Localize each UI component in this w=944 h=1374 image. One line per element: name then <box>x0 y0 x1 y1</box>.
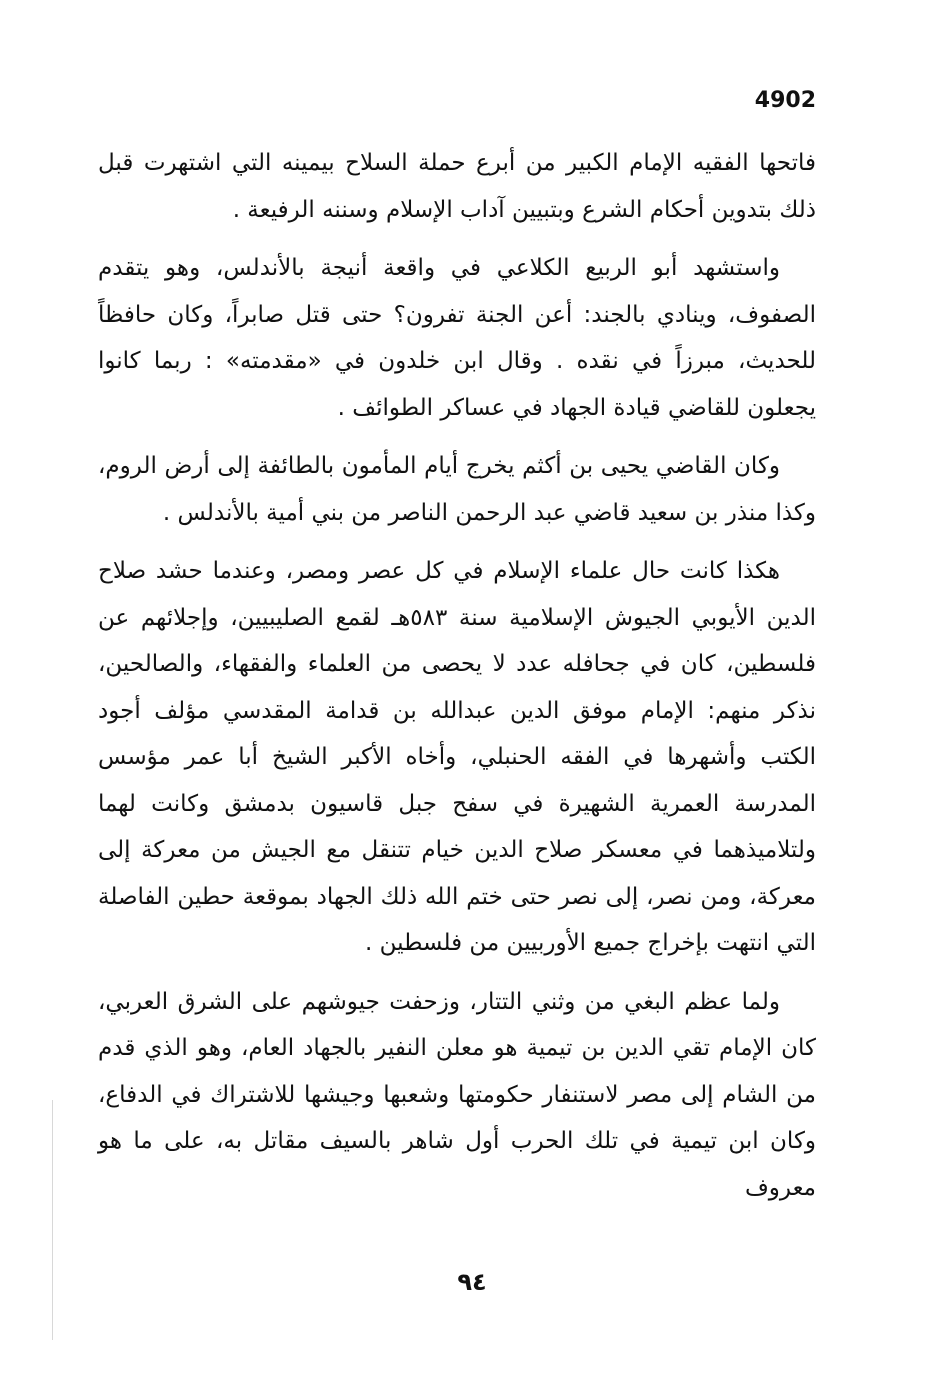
page-number: ٩٤ <box>457 1268 487 1296</box>
paragraph: واستشهد أبو الربيع الكلاعي في واقعة أنيجة بالأندلس، وهو يتقدم الصفوف، وينادي بالجند: أعن الجنة تفرون؟ حتى قتل صابراً، وكان حافظاً للحديث، مبرزاً في نقده . وقال ابن خلدون في «مقدمته» : ربما كانوا يجعلون للقاضي قيادة الجهاد في عساكر الطوائف . <box>98 255 816 421</box>
page-id: 4902 <box>754 88 816 113</box>
body-text <box>98 140 816 1223</box>
scan-edge-line <box>52 1100 53 1340</box>
paragraph: ولما عظم البغي من وثني التتار، وزحفت جيوشهم على الشرق العربي، كان الإمام تقي الدين بن تيمية هو معلن النفير بالجهاد العام، وهو الذي قدم من الشام إلى مصر لاستنفار حكومتها وشعبها وجيشها للاشتراك في الدفاع، وكان ابن تيمية في تلك الحرب أول شاهر بالسيف مقاتل به، على ما هو معروف <box>98 988 816 1201</box>
paragraph: هكذا كانت حال علماء الإسلام في كل عصر ومصر، وعندما حشد صلاح الدين الأيوبي الجيوش الإسلامية سنة ٥٨٣هـ لقمع الصليبيين، وإجلائهم عن فلسطين، كان في جحافله عدد لا يحصى من العلماء والفقهاء، والصالحين، نذكر منهم: الإمام موفق الدين عبدالله بن قدامة المقدسي مؤلف أجود الكتب وأشهرها في الفقه الحنبلي، وأخاه الأكبر الشيخ أبا عمر مؤسس المدرسة العمرية الشهيرة في سفح جبل قاسيون بدمشق وكانت لهما ولتلاميذهما في معسكر صلاح الدين خيام تتنقل مع الجيش من معركة إلى معركة، ومن نصر، إلى نصر حتى ختم الله ذلك الجهاد بموقعة حطين الفاصلة التي انتهت بإخراج جميع الأوربيين من فلسطين . <box>98 558 816 956</box>
paragraph: فاتحها الفقيه الإمام الكبير من أبرع حملة السلاح بيمينه التي اشتهرت قبل ذلك بتدوين أحكام الشرع وبتبيين آداب الإسلام وسننه الرفيعة . <box>98 150 816 223</box>
paragraph: وكان القاضي يحيى بن أكثم يخرج أيام المأمون بالطائفة إلى أرض الروم، وكذا منذر بن سعيد قاضي عبد الرحمن الناصر من بني أمية بالأندلس . <box>98 453 816 526</box>
